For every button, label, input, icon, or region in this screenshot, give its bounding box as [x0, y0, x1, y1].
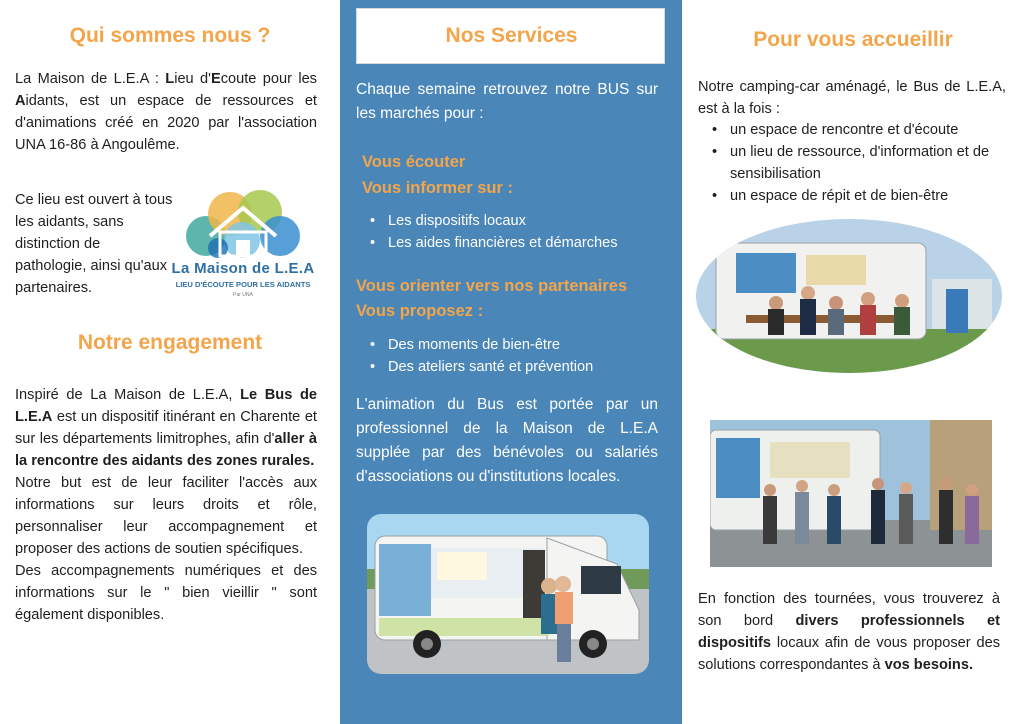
middle-column — [340, 0, 682, 724]
listen-heading: Vous écouter — [362, 153, 466, 171]
bus-photo — [367, 514, 649, 674]
meeting-photo-oval — [696, 219, 1002, 373]
maison-lea-logo — [168, 186, 318, 302]
inform-heading: Vous informer sur : — [362, 179, 513, 197]
welcome-heading: Pour vous accueillir — [753, 28, 953, 51]
crowd-scene-image — [710, 420, 992, 567]
list-item: • Les dispositifs locaux — [356, 210, 618, 232]
right-column — [682, 0, 1024, 724]
left-column — [0, 0, 340, 724]
tour-text: En fonction des tournées, vous trouverez à son bord divers professionnels et dispositifs locaux afin de vous proposer des solutions correspondantes à vos besoins. — [698, 591, 1000, 673]
logo-subtitle: LIEU D'ÉCOUTE POUR LES AIDANTS — [175, 280, 311, 289]
list-item: • un lieu de ressource, d'information et de sensibilisation — [698, 141, 1010, 185]
camper-van-image — [367, 514, 649, 674]
engagement-paragraph-2: Notre but est de leur faciliter l'accès aux informations sur leurs droits et rôle, personnaliser leur accompagnement et proposer des actions de soutien spécifiques. — [15, 475, 317, 557]
logo-fine-print: Par UNA — [233, 292, 253, 298]
list-item: • Des ateliers santé et prévention — [356, 356, 593, 378]
services-intro: Chaque semaine retrouvez notre BUS sur les marchés pour : — [356, 81, 658, 122]
house-logo-icon — [168, 186, 318, 262]
orient-heading: Vous orienter vers nos partenaires — [356, 277, 628, 295]
animation-text: L'animation du Bus est portée par un professionnel de la Maison de L.E.A supplée par des bénévoles ou salariés d'associations ou d'institutions locales. — [356, 396, 658, 485]
list-item: • un espace de rencontre et d'écoute — [698, 119, 1010, 141]
about-heading: Qui sommes nous ? — [69, 24, 271, 47]
engagement-paragraph-3: Des accompagnements numériques et des informations sur le " bien vieillir " sont également disponibles. — [15, 563, 317, 623]
engagement-paragraph-1: Inspiré de La Maison de L.E.A, Le Bus de L.E.A est un dispositif itinérant en Charente et sur les départements limitrophes, afin d'aller à la rencontre des aidants des zones rurales. — [15, 387, 317, 469]
meeting-scene-image — [696, 219, 1002, 373]
welcome-list — [698, 119, 1010, 207]
propose-list — [356, 334, 593, 378]
crowd-photo — [710, 420, 992, 567]
open-text: Ce lieu est ouvert à tous les aidants, sans distinction de pathologie, ainsi qu'aux partenaires. — [15, 192, 173, 296]
engagement-text — [15, 384, 317, 626]
logo-title: La Maison de L.E.A — [171, 260, 315, 277]
services-heading: Nos Services — [445, 24, 578, 47]
engagement-heading: Notre engagement — [77, 331, 263, 354]
list-item: • Les aides financières et démarches — [356, 232, 618, 254]
list-item: • Des moments de bien-être — [356, 334, 593, 356]
about-intro: La Maison de L.E.A : Lieu d'Ecoute pour les Aidants, est un espace de ressources et d'animations créé en 2020 par l'association UNA 16-86 à Angoulême. — [15, 71, 317, 153]
services-title-box — [356, 8, 665, 64]
welcome-intro: Notre camping-car aménagé, le Bus de L.E.A, est à la fois : — [698, 79, 1006, 117]
inform-list — [356, 210, 618, 254]
propose-heading: Vous proposez : — [356, 302, 484, 320]
list-item: • un espace de répit et de bien-être — [698, 185, 1010, 207]
